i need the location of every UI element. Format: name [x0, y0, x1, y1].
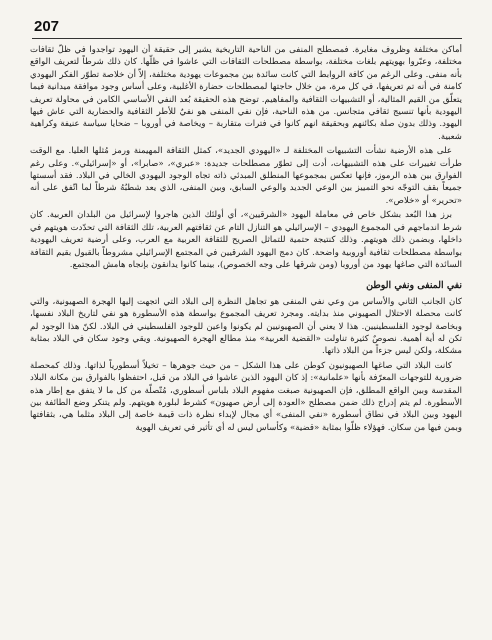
paragraph-5: كانت البلاد التي صاغها الصهيونيون كوطن على هذا الشكل – من حيث جوهرها – تخيلاً أسطورياً لذاتها. وذلك كمحصلة ضرورية للتوجهات المعرّفة بأنها «علمانية»: إذ كان اليهود الذين عاشوا في البلاد من قبل، احتفظوا بالفوارق بين مكانة البلاد المقدسة وبين الواقع المطلق، فإن الصهيونية صبغت مفهوم البلاد بلباس أسطوري، مُتّصلّة من كل ما لا يتفق مع إطار هذه الأسطورة. لم يتم إدراج ذلك ضمن مصطلح «العودة إلى أرض صهيون» كشرط لبلورة هويتهم. ولم يتنكر وضع الطائفة بين اليهود وبين البلاد في نطاق أسطورة «نفي المنفى» أي مجال لإبداء نظرة ذات قيمة خاصة إلى البلاد مثلما هي، بثقافتها وبمن فيها من سكان. فهؤلاء ظلّوا بمثابة «قضية» وكأساس ليس له أي تأثير في تعريف الهوية — [30, 360, 462, 433]
paragraph-2: على هذه الأرضية نشأت التشبيهات المختلفة لـ «اليهودي الجديد»، كمثل الثقافة المهيمنة ورمز مُثلها العليا. مع الوقت طرأت تغييرات على هذه التشبيهات، أدت إلى تطوّر مصطلحات جديدة: «عبري»، «صابرا»، أو «إسرائيلي». وعلى رغم الفوارق بين هذه الرموز، فإنها تعكس بمجموعها المنطلق المبدئي ذاته تجاه الوجود اليهودي الخالي في البلاد. فقد أسستها جميعاً بقف التوجّه نحو التمييز بين الوعي الجديد والوعي السابق، وبين المنفى، الذي يعد شطبُهُ شرطاً لما اتّفق على أنه «تحرير» أو «خلاص». — [30, 146, 462, 206]
page-number: 207 — [34, 18, 60, 35]
page-body — [30, 44, 462, 634]
paragraph-1: أماكن مختلفة وظروف مغايرة. فمصطلح المنفى من الناحية التاريخية يشير إلى حقيقة أن اليهود تواجدوا في ظلّ ثقافات مختلفة، وعبّروا بهويتهم بلغات مختلفة، بواسطة مصطلحات الثقافات التي عاشوا في ظلّها. كان ذلك شرطاً لتعريف الواقع بأنه منفى. وعلى الرغم من كافة الروابط التي كانت سائدة بين مجموعات يهودية مختلفة، إلاّ أن خلاصة تطوّر الفكر اليهودي كامنة في أنه تم تعريفها، في كل مرة، من خلال حاجتها لمصطلحات حضارة الأغلبية، وعلى أساس وجود موافقة ميدانية فيما يتعلّق من القيم المثالية، أو التشبيهات الثقافية والمفاهيم. توضح هذه الحقيقة بُعد النفي الأساسي الكامن في محاولة تعريف اليهودية بأنها تنسيج ثقافي متجانس. من هذه الناحية، فإن نفي المنفى هو نفيٌ للأطر الثقافية والحضارية التي عاش فيها اليهود. وذلك بدون صلة بكائنهم وبحقيقة انهم كانوا في فترات متقاربة – ويخاصة في أوروبا – ضحايا سياسة عنيفة وكراهية شعبية. — [30, 45, 462, 142]
section-title: نفي المنفى ونفي الوطن — [366, 280, 462, 292]
paragraph-3: برز هذا البُعد بشكل خاص في معاملة اليهود «الشرقيين»، أي أولئك الذين هاجروا لإسرائيل من البلدان العربية. كان شرط اندماجهم في المجموع اليهودي – الإسرائيلي هو التنازل التام عن ثقافتهم العربية، تلك الثقافة التي تحدّدت هويتهم في داخلها، وبضمن ذلك هويتهم. وذلك كنتيجة حتمية للتماثل الصريح للثقافة العربية مع العرب، وعلى أرضية تعريف اليهودية بواسطة مصطلحات ثقافية أوروبية واضحة. كان دمج اليهود الشرقيين في المجتمع الإسرائيلي مشروطاً بالقبول بقيم الثقافة السائدة التي صاغها يهود من أوروبا (ومن شرقها على وجه الخصوص)، بينما كانوا يدانقون بإنجاه هامش المجتمع. — [30, 210, 462, 270]
paragraph-4: كان الجانب الثاني والأساس من وعي نفي المنفى هو تجاهل النظرة إلى البلاد التي اتجهت إليها الهجرة الصهيونية، والتي كانت محصلة الاحتلال الصهيوني منذ بدايته. ومجرد تعريف المجموع بواسطة هذه الأسطورة هو نفي لتاريخ البلاد نفسها، وبخاصة لوجود الفلسطينيين. هذا لا يعني أن الصهيونيين لم يكونوا واعين للوجود الفلسطيني في البلاد. لكنّ هذا الوجود لم تكن له أية أهمية. نصوصٌ كثيرة تناولت «القضية العربية» منذ مطالع الهجرة الصهيونية. ويقي وجود سكان في البلاد بمثابة مشكلة، ولكن ليس جزءاً من البلاد ذاتها. — [30, 296, 462, 357]
header-rule — [32, 38, 462, 39]
